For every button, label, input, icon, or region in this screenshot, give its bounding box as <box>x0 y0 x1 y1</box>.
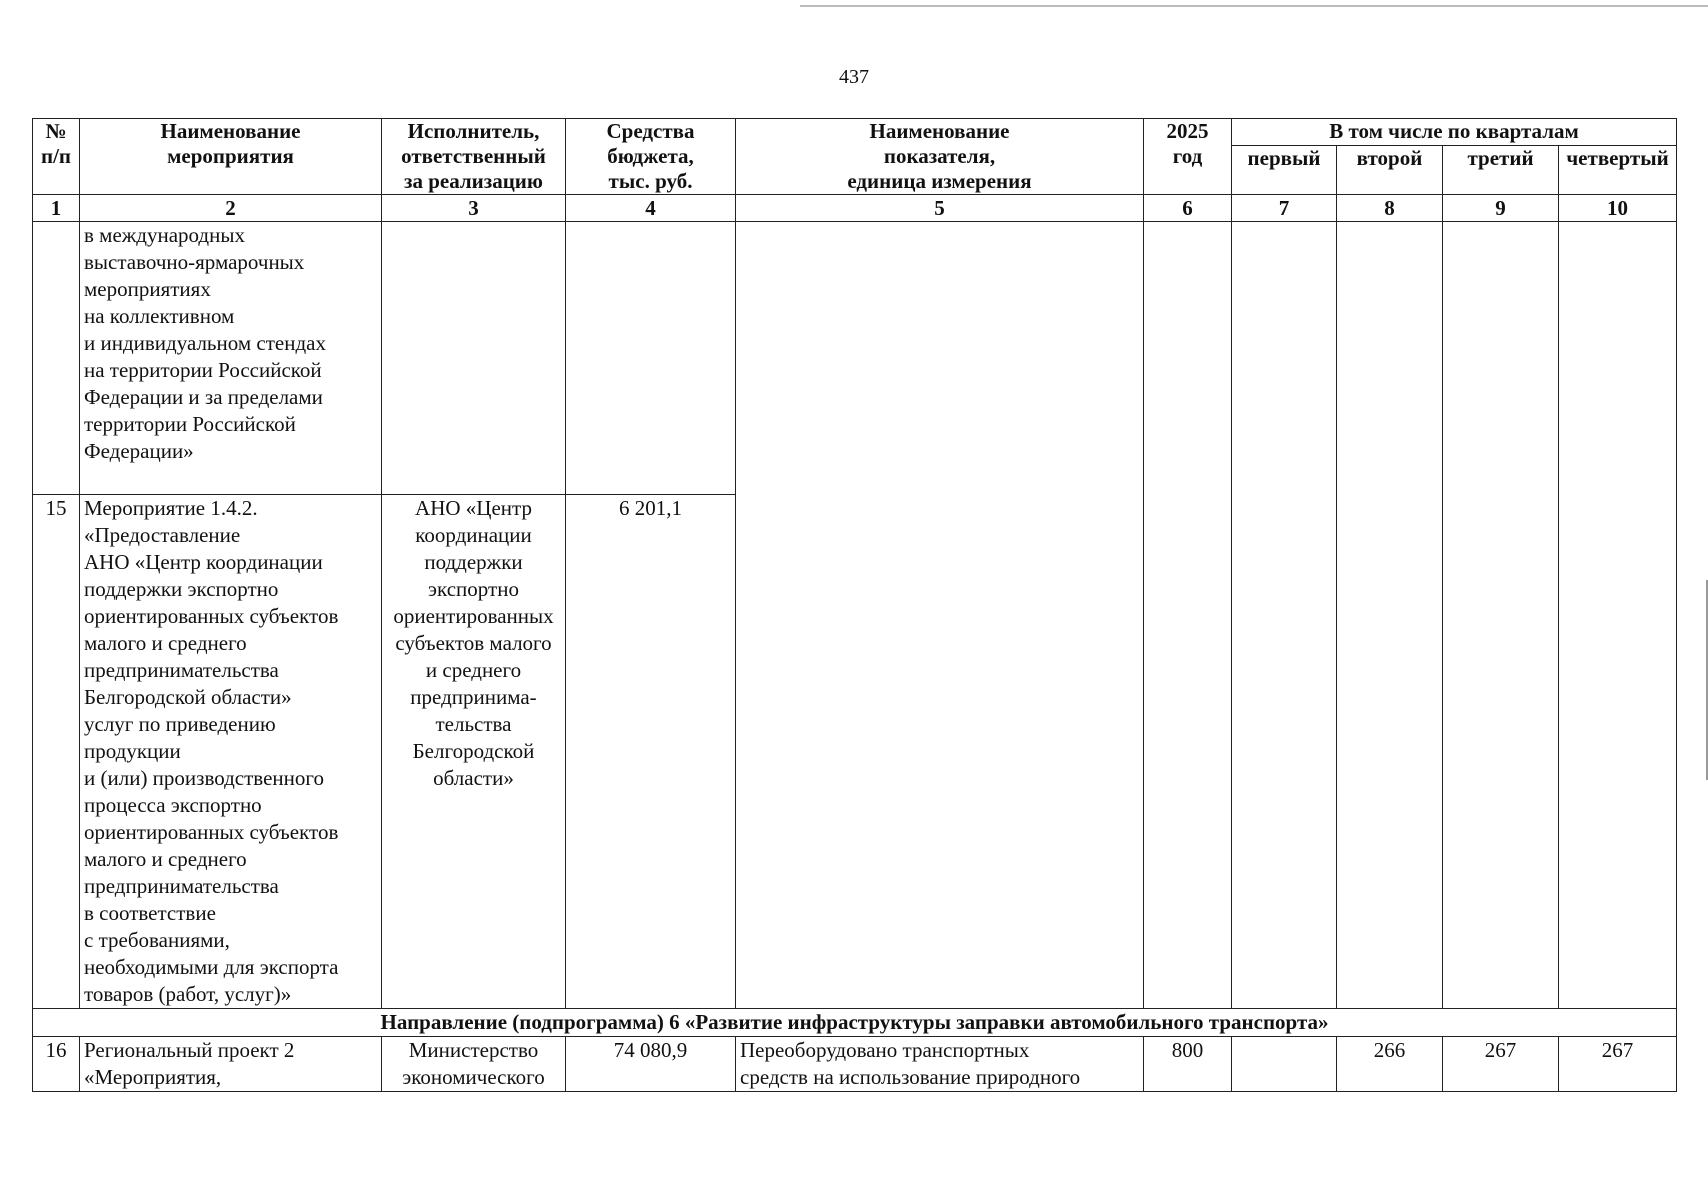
column-number: 9 <box>1443 195 1559 222</box>
section-heading: Направление (подпрограмма) 6 «Развитие инфраструктуры заправки автомобильного транспорта» <box>33 1009 1677 1037</box>
column-number: 5 <box>736 195 1144 222</box>
row-budget: 74 080,9 <box>566 1037 736 1092</box>
row-q3: 267 <box>1443 1037 1559 1092</box>
row-q1 <box>1232 1037 1337 1092</box>
scan-artifact-line <box>800 5 1708 7</box>
row-budget <box>566 222 736 495</box>
column-number: 6 <box>1144 195 1232 222</box>
header-num: № п/п <box>33 119 80 195</box>
row-q4: 267 <box>1559 1037 1677 1092</box>
row-indicator: Переоборудовано транспортных средств на использование природного <box>736 1037 1144 1092</box>
header-indicator: Наименование показателя, единица измерения <box>736 119 1144 195</box>
header-year: 2025 год <box>1144 119 1232 195</box>
row-executor: Министерство экономического <box>382 1037 566 1092</box>
page-number: 437 <box>839 66 869 88</box>
header-executor: Исполнитель, ответственный за реализацию <box>382 119 566 195</box>
header-q1: первый <box>1232 146 1337 195</box>
row-indicator <box>736 222 1144 1009</box>
header-q4: четвертый <box>1559 146 1677 195</box>
row-q4 <box>1559 222 1677 1009</box>
row-q2: 266 <box>1337 1037 1443 1092</box>
column-number-row <box>33 195 1677 222</box>
column-number: 1 <box>33 195 80 222</box>
row-measure-name: Региональный проект 2 «Мероприятия, <box>80 1037 382 1092</box>
row-executor: АНО «Центр координации поддержки экспортно ориентированных субъектов малого и среднего предпринима- тельства Белгородской области» <box>382 495 566 1009</box>
row-measure-name: в международных выставочно-ярмарочных мероприятиях на коллективном и индивидуальном стендах на территории Российской Федерации и за пределами территории Российской Федерации» <box>80 222 382 495</box>
row-q2 <box>1337 222 1443 1009</box>
row-num: 16 <box>33 1037 80 1092</box>
row-year <box>1144 222 1232 1009</box>
column-number: 10 <box>1559 195 1677 222</box>
row-q3 <box>1443 222 1559 1009</box>
row-q1 <box>1232 222 1337 1009</box>
table-row <box>33 222 1677 495</box>
header-quarters-group: В том числе по кварталам <box>1232 119 1677 146</box>
header-q2: второй <box>1337 146 1443 195</box>
column-number: 7 <box>1232 195 1337 222</box>
column-number: 4 <box>566 195 736 222</box>
section-heading-row <box>33 1009 1677 1037</box>
measures-table <box>32 118 1677 1092</box>
header-budget: Средства бюджета, тыс. руб. <box>566 119 736 195</box>
row-budget: 6 201,1 <box>566 495 736 1009</box>
row-num <box>33 222 80 495</box>
header-measure-name: Наименование мероприятия <box>80 119 382 195</box>
row-num: 15 <box>33 495 80 1009</box>
row-measure-name: Мероприятие 1.4.2. «Предоставление АНО «Центр координации поддержки экспортно ориентированных субъектов малого и среднего предпринимательства Белгородской области» услуг по приведению продукции и (или) производственного процесса экспортно ориентированных субъектов малого и среднего предпринимательства в соответствие с требованиями, необходимыми для экспорта товаров (работ, услуг)» <box>80 495 382 1009</box>
row-year: 800 <box>1144 1037 1232 1092</box>
row-executor <box>382 222 566 495</box>
column-number: 3 <box>382 195 566 222</box>
table-row <box>33 1037 1677 1092</box>
column-number: 2 <box>80 195 382 222</box>
header-row <box>33 119 1677 146</box>
column-number: 8 <box>1337 195 1443 222</box>
header-q3: третий <box>1443 146 1559 195</box>
